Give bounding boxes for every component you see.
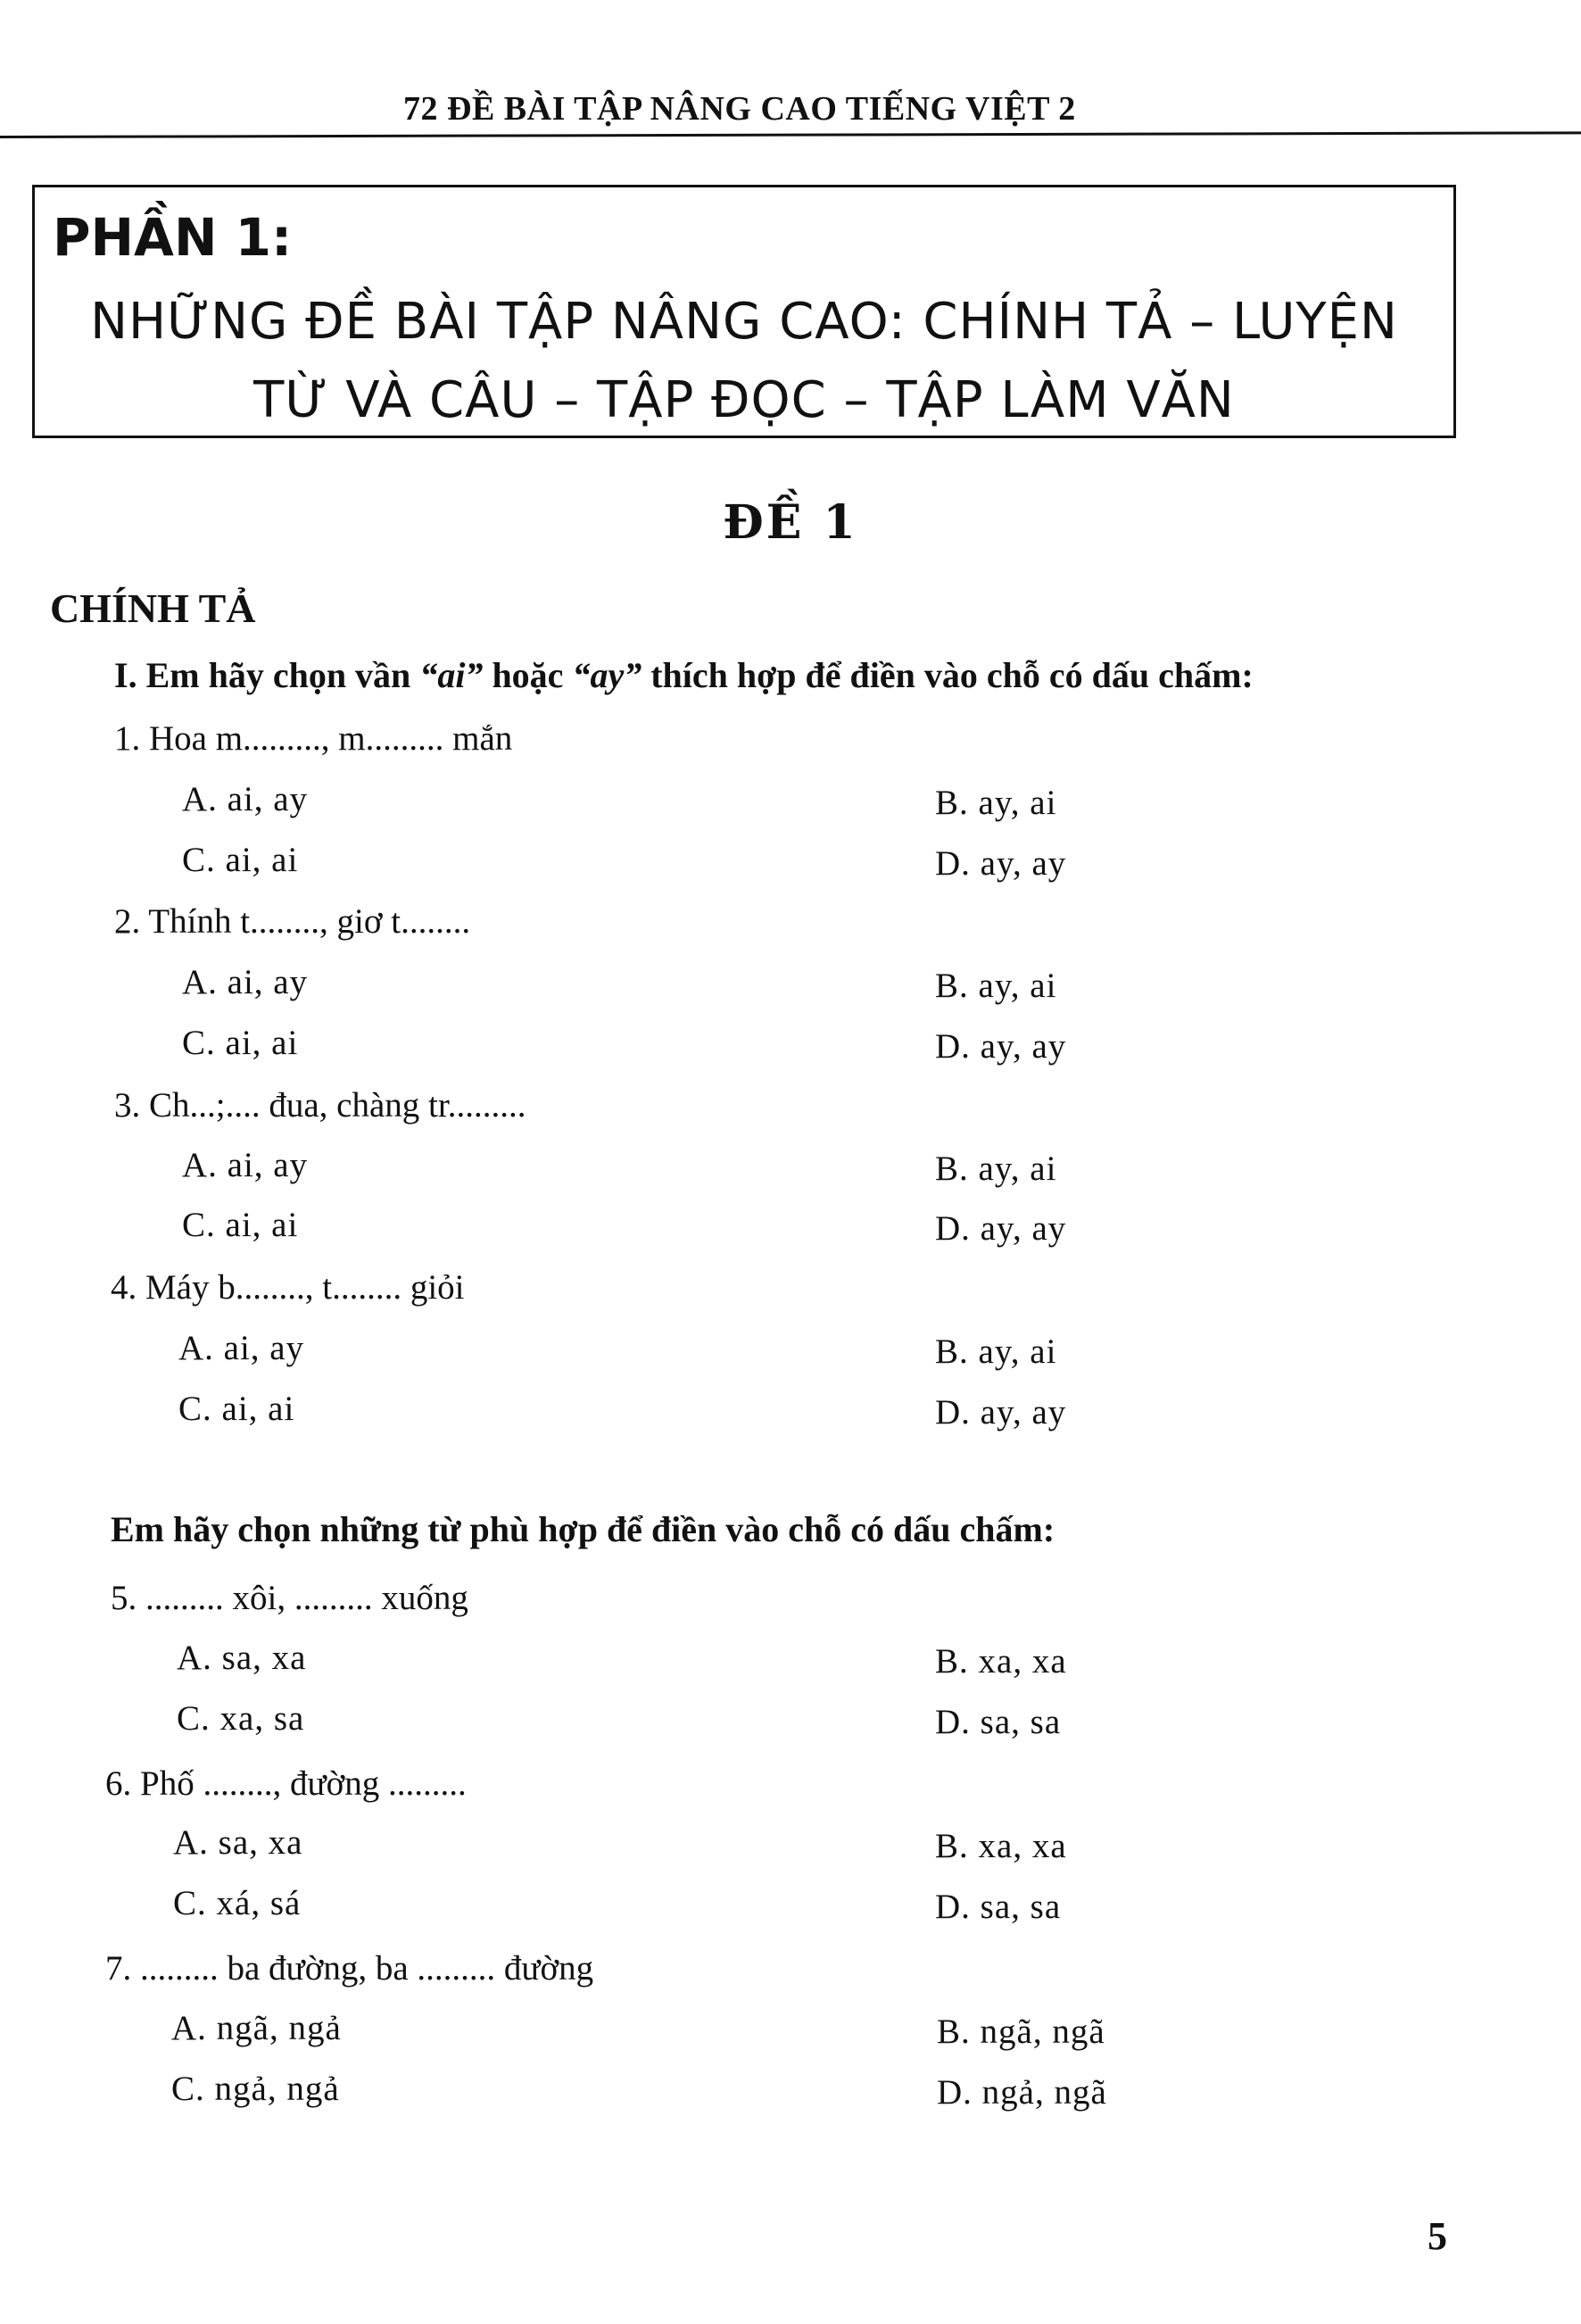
question-stem: 5. ......... xôi, ......... xuống (111, 1579, 468, 1617)
option-b: B. xa, xa (935, 1827, 1067, 1865)
option-a: A. ngã, ngả (171, 2009, 342, 2047)
option-b: B. ay, ai (935, 967, 1057, 1005)
option-b: B. ngã, ngã (937, 2013, 1105, 2051)
option-c: C. ai, ai (182, 841, 299, 879)
question-stem: 3. Ch...;.... đua, chàng tr......... (114, 1086, 526, 1125)
running-header: 72 ĐỀ BÀI TẬP NÂNG CAO TIẾNG VIỆT 2 (403, 90, 1076, 128)
option-d: D. ay, ay (935, 1393, 1067, 1432)
option-a: A. sa, xa (173, 1823, 303, 1862)
instruction-2: Em hãy chọn những từ phù hợp để điền vào chỗ có dấu chấm: (111, 1509, 1055, 1549)
option-d: D. ay, ay (935, 844, 1067, 883)
instruction-1 (114, 654, 1254, 696)
option-b: B. ay, ai (935, 1150, 1057, 1188)
instruction-1-middle: hoặc (483, 655, 573, 695)
option-d: D. sa, sa (935, 1703, 1062, 1741)
option-c: C. ai, ai (182, 1024, 299, 1062)
option-d: D. ngả, ngã (937, 2073, 1107, 2112)
part-heading-box (32, 185, 1456, 438)
question-stem: 4. Máy b........, t........ giỏi (111, 1268, 465, 1307)
exam-title: ĐỀ 1 (723, 495, 858, 550)
option-d: D. sa, sa (935, 1888, 1062, 1926)
option-c: C. ngả, ngả (171, 2070, 340, 2108)
option-a: A. sa, xa (177, 1639, 307, 1677)
option-d: D. ay, ay (935, 1209, 1067, 1248)
option-b: B. ay, ai (935, 1332, 1057, 1371)
option-c: C. xa, sa (177, 1699, 305, 1738)
question-stem: 1. Hoa m........., m......... mắn (114, 719, 513, 758)
question-stem: 7. ......... ba đường, ba ......... đường (105, 1949, 594, 1988)
instruction-1-suffix: thích hợp để điền vào chỗ có dấu chấm: (642, 655, 1254, 695)
question-stem: 6. Phố ........, đường ......... (105, 1764, 467, 1803)
instruction-1-term-ay: “ay” (572, 655, 642, 695)
option-d: D. ay, ay (935, 1027, 1067, 1066)
header-rule (0, 131, 1581, 138)
option-a: A. ai, ay (182, 780, 309, 818)
instruction-1-prefix: I. Em hãy chọn vần (114, 655, 420, 695)
page-number: 5 (1428, 2214, 1447, 2258)
option-c: C. ai, ai (182, 1206, 299, 1244)
part-title: PHẦN 1: (53, 207, 293, 268)
part-subtitle-line1: NHỮNG ĐỀ BÀI TẬP NÂNG CAO: CHÍNH TẢ – LUYỆN (90, 293, 1398, 351)
option-a: A. ai, ay (182, 1146, 309, 1184)
option-b: B. xa, xa (935, 1642, 1067, 1681)
section-heading: CHÍNH TẢ (50, 585, 256, 631)
instruction-1-term-ai: “ai” (419, 655, 484, 695)
question-stem: 2. Thính t........, giơ t........ (114, 902, 471, 941)
part-subtitle-line2: TỪ VÀ CÂU – TẬP ĐỌC – TẬP LÀM VĂN (253, 371, 1235, 429)
option-a: A. ai, ay (182, 963, 309, 1001)
option-a: A. ai, ay (178, 1329, 305, 1367)
option-b: B. ay, ai (935, 784, 1057, 822)
option-c: C. ai, ai (178, 1390, 295, 1428)
option-c: C. xá, sá (173, 1884, 302, 1922)
